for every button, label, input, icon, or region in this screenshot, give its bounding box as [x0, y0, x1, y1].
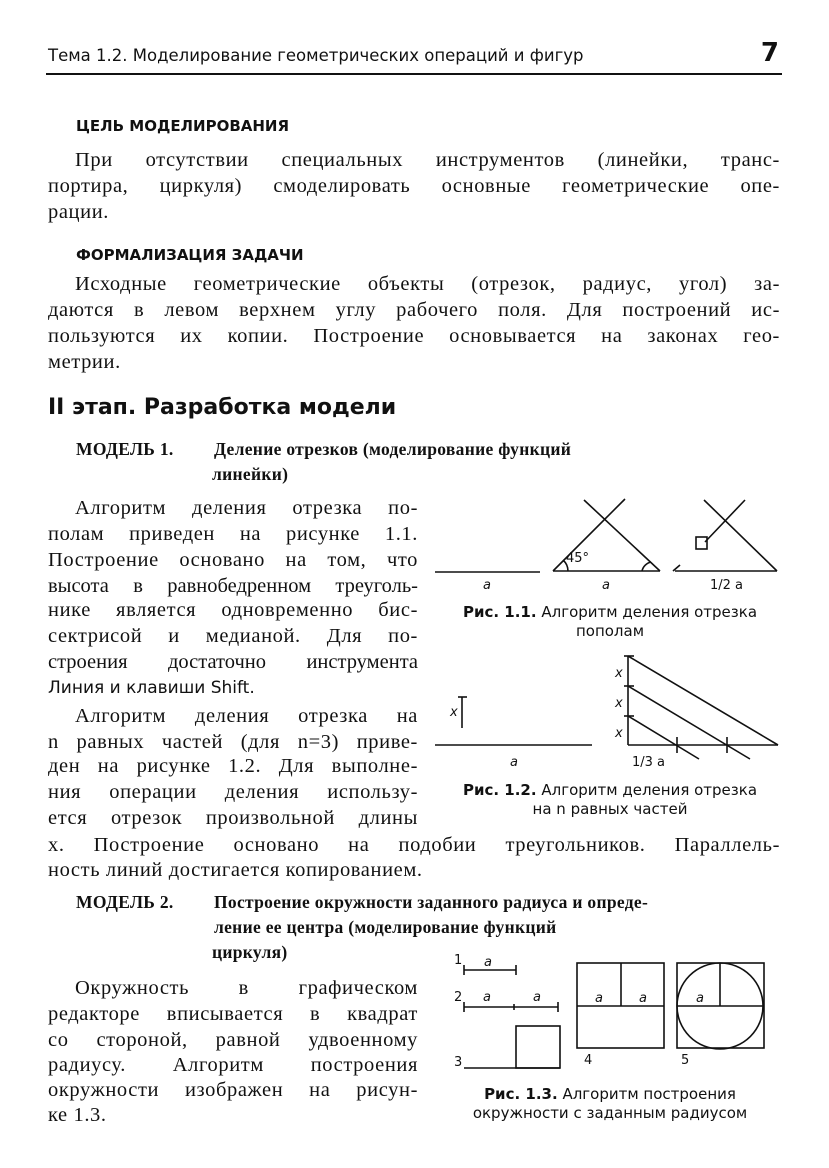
step-number: 3	[454, 1055, 463, 1070]
running-header: Тема 1.2. Моделирование геометрических операций и фигур	[48, 46, 584, 65]
label-a: a	[639, 991, 647, 1006]
figure-1-2	[435, 656, 778, 770]
model2-text: радиусу. Алгоритм построения	[48, 1054, 418, 1076]
label-x: x	[615, 726, 623, 741]
figure-1-3	[454, 953, 764, 1070]
model2-title: циркуля)	[212, 942, 288, 962]
formalization-line: пользуются их копии. Построение основывается на законах гео-	[48, 325, 780, 347]
label-x: x	[615, 696, 623, 711]
goal-heading: ЦЕЛЬ МОДЕЛИРОВАНИЯ	[76, 117, 290, 135]
model2-title: Построение окружности заданного радиуса и опреде-	[214, 892, 649, 912]
model1-text: x. Построение основано на подобии треугольников. Параллель-	[48, 834, 780, 856]
label-a: a	[595, 991, 603, 1006]
caption-text: на n равных частей	[532, 800, 688, 818]
figure-1-3-caption	[430, 1085, 790, 1123]
label-a: a	[483, 990, 491, 1005]
caption-text: пополам	[575, 622, 645, 640]
model2-text: редакторе вписывается в квадрат	[48, 1003, 418, 1025]
model1-title: линейки)	[212, 464, 289, 484]
step-number: 4	[584, 1053, 593, 1068]
label-a: a	[510, 755, 518, 770]
formalization-line: даются в левом верхнем углу рабочего поля. Для построений ис-	[48, 299, 780, 321]
angle-label: 45°	[566, 551, 590, 566]
formalization-line: Исходные геометрические объекты (отрезок, радиус, угол) за-	[75, 273, 780, 295]
label-a: a	[602, 578, 610, 593]
model1-text: ется отрезок произвольной длины	[48, 807, 418, 829]
model1-title: Деление отрезков (моделирование функций	[214, 439, 572, 459]
half-label: 1/2 a	[710, 578, 744, 593]
model2-text: окружности изображен на рисун-	[48, 1079, 418, 1101]
step-number: 2	[454, 990, 463, 1005]
model1-text: ния операции деления использу-	[48, 781, 418, 803]
model1-text: ден на рисунке 1.2. Для выполне-	[48, 755, 418, 777]
model1-text: полам приведен на рисунке 1.1.	[48, 523, 418, 545]
figure-1-1-caption	[430, 603, 790, 641]
figure-1-2-caption	[430, 781, 790, 819]
model1-text: высота в равнобедренном треуголь-	[48, 575, 418, 597]
stage-heading: II этап. Разработка модели	[48, 395, 397, 420]
caption-text: Алгоритм деления отрезка	[541, 781, 758, 799]
caption-text: Алгоритм деления отрезка	[541, 603, 758, 621]
model1-text: Алгоритм деления отрезка на	[75, 705, 418, 727]
model2-title: ление ее центра (моделирование функций	[214, 917, 557, 937]
model1-text: Алгоритм деления отрезка по-	[75, 497, 418, 519]
model2-text: со стороной, равной удвоенному	[48, 1029, 418, 1051]
caption-text: окружности с заданным радиусом	[472, 1104, 748, 1122]
label-x: x	[450, 705, 458, 720]
step-number: 5	[681, 1053, 690, 1068]
label-a: a	[484, 955, 492, 970]
figure-number: Рис. 1.3.	[484, 1085, 558, 1103]
label-a: a	[533, 990, 541, 1005]
label-a: a	[483, 578, 491, 593]
goal-line: При отсутствии специальных инструментов (линейки, транс-	[75, 149, 780, 171]
goal-line: рации.	[48, 201, 109, 223]
figure-1-1	[435, 499, 777, 593]
model1-text: Построение основано на том, что	[48, 549, 418, 571]
model2-label: МОДЕЛЬ 2.	[76, 892, 174, 912]
page-number: 7	[760, 38, 779, 68]
figure-number: Рис. 1.2.	[462, 781, 537, 799]
figure-number: Рис. 1.1.	[462, 603, 537, 621]
label-x: x	[615, 666, 623, 681]
model1-text: строения достаточно инструмента	[48, 651, 418, 673]
step-number: 1	[454, 953, 463, 968]
model2-text: Окружность в графическом	[75, 977, 418, 999]
caption-text: Алгоритм построения	[562, 1085, 736, 1103]
label-a: a	[696, 991, 704, 1006]
third-label: 1/3 a	[632, 755, 666, 770]
model1-text: нике является одновременно бис-	[48, 599, 418, 621]
formalization-line: метрии.	[48, 351, 121, 373]
model1-text: n равных частей (для n=3) приве-	[48, 731, 418, 753]
goal-line: портира, циркуля) смоделировать основные геометрические опе-	[48, 175, 780, 197]
model1-text: Линия и клавиши Shift.	[48, 678, 255, 698]
model2-text: ке 1.3.	[48, 1104, 107, 1126]
formalization-heading: ФОРМАЛИЗАЦИЯ ЗАДАЧИ	[76, 246, 304, 264]
model1-text: ность линий достигается копированием.	[48, 859, 423, 881]
model1-label: МОДЕЛЬ 1.	[76, 439, 174, 459]
model1-text: сектрисой и медианой. Для по-	[48, 625, 418, 647]
